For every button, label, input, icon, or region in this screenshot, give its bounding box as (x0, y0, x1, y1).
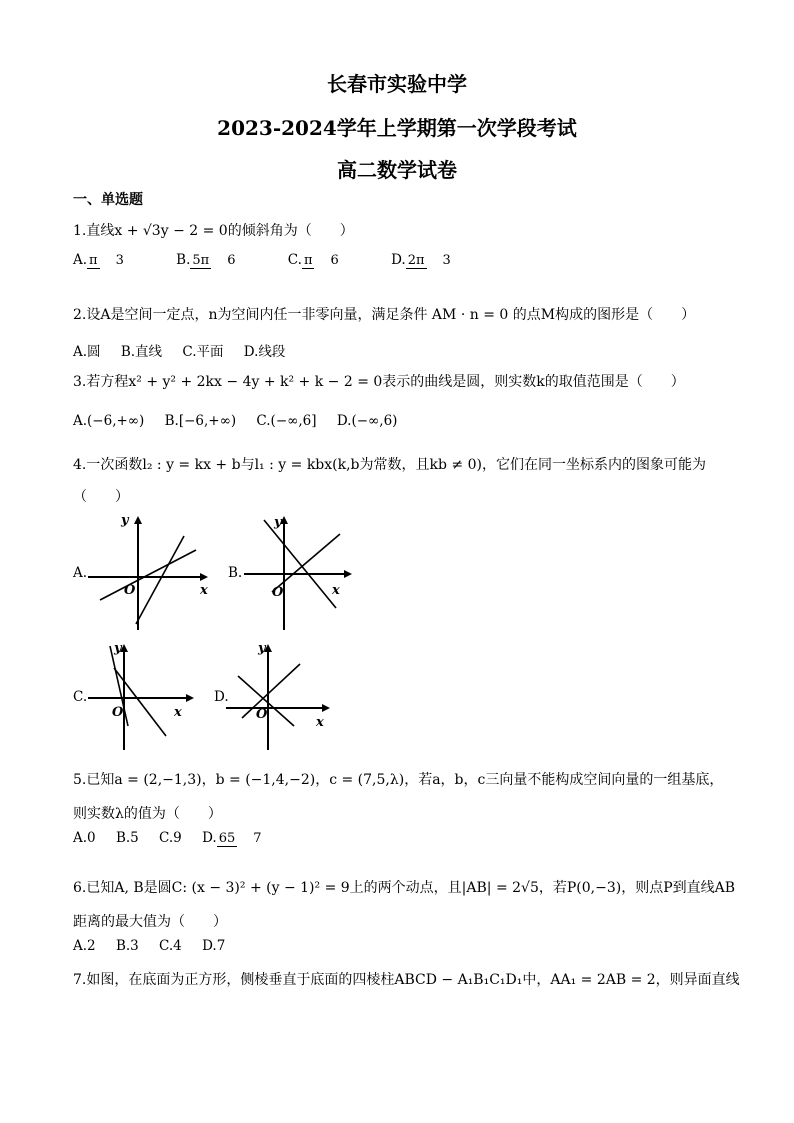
option-a: A.(−6,+∞) (73, 413, 145, 429)
graph-b-label: B. (228, 565, 243, 581)
axis-y-label: y (258, 641, 266, 656)
question-5-stem-cont: 则实数λ的值为（ ） (73, 806, 222, 822)
graph-d-label: D. (214, 689, 229, 705)
question-7-stem: 7.如图，在底面为正方形，侧棱垂直于底面的四棱柱ABCD − A₁B₁C₁D₁中，AA₁ = 2AB = 2，则异面直线 (73, 972, 740, 988)
option-c: C.4 (159, 938, 182, 954)
option-d: D.线段 (243, 344, 286, 360)
question-4-paren: （ ） (73, 489, 129, 505)
option-c: C.平面 (182, 344, 224, 360)
graph-a (88, 512, 208, 630)
question-1-options (73, 252, 499, 269)
option-b: B. 5π 6 (176, 252, 236, 268)
question-6-stem: 6.已知A, B是圆C: (x − 3)² + (y − 1)² = 9上的两个动点，且|AB| = 2√5，若P(0,−3)，则点P到直线AB (73, 880, 736, 896)
graph-c-label: C. (73, 689, 88, 705)
exam-name: 2023-2024学年上学期第一次学段考试 (217, 116, 577, 140)
origin-label: O (256, 707, 268, 722)
question-5-options (73, 830, 310, 847)
graph-b (244, 512, 354, 630)
origin-label: O (124, 583, 136, 598)
option-a: A.0 (73, 830, 96, 846)
axis-x-label: x (174, 705, 182, 720)
graph-d (226, 638, 334, 750)
axis-y-label: y (274, 515, 282, 530)
axis-y-label: y (114, 641, 122, 656)
section-heading: 一、单选题 (73, 192, 143, 208)
paper-title: 高二数学试卷 (337, 158, 457, 182)
graph-c (88, 638, 198, 750)
option-b: B.5 (115, 830, 139, 846)
origin-label: O (112, 705, 124, 720)
origin-label: O (272, 585, 284, 600)
axis-x-label: x (332, 583, 340, 598)
question-2-stem: 2.设A是空间一定点，n为空间内任一非零向量，满足条件 AM · n = 0 的点M构成的图形是（ ） (73, 307, 696, 323)
axis-y-label: y (121, 513, 129, 528)
question-3-stem: 3.若方程x² + y² + 2kx − 4y + k² + k − 2 = 0表示的曲线是圆，则实数k的取值范围是（ ） (73, 374, 685, 390)
graph-a-label: A. (73, 565, 88, 581)
question-1-stem: 1.直线x + √3y − 2 = 0的倾斜角为（ ） (73, 223, 354, 239)
option-a: A.2 (73, 938, 96, 954)
question-4-stem: 4.一次函数l₂ : y = kx + b与l₁ : y = kbx(k,b为常数，且kb ≠ 0)，它们在同一坐标系内的图象可能为 (73, 457, 706, 473)
option-b: B.[−6,+∞) (164, 413, 237, 429)
option-c: C.9 (159, 830, 182, 846)
question-3-options (73, 413, 413, 429)
option-b: B.直线 (120, 344, 163, 360)
option-d: D.7 (202, 938, 226, 954)
option-c: C. π 6 (287, 252, 339, 268)
question-6-options (73, 938, 241, 954)
option-a: A. π 3 (73, 252, 124, 268)
school-name: 长春市实验中学 (327, 72, 467, 96)
question-6-stem-cont: 距离的最大值为（ ） (73, 914, 227, 930)
question-5-stem: 5.已知a = (2,−1,3)，b = (−1,4,−2)，c = (7,5,λ)，若a，b，c三向量不能构成空间向量的一组基底， (73, 772, 724, 788)
option-c: C.(−∞,6] (256, 413, 317, 429)
option-a: A.圆 (73, 344, 101, 360)
option-d: D. 2π 3 (391, 252, 451, 268)
question-2-options (73, 340, 301, 360)
option-d: D.(−∞,6) (336, 413, 398, 429)
axis-x-label: x (316, 715, 324, 730)
option-d: D. 65 7 (202, 830, 262, 846)
axis-x-label: x (200, 583, 208, 598)
option-b: B.3 (115, 938, 139, 954)
